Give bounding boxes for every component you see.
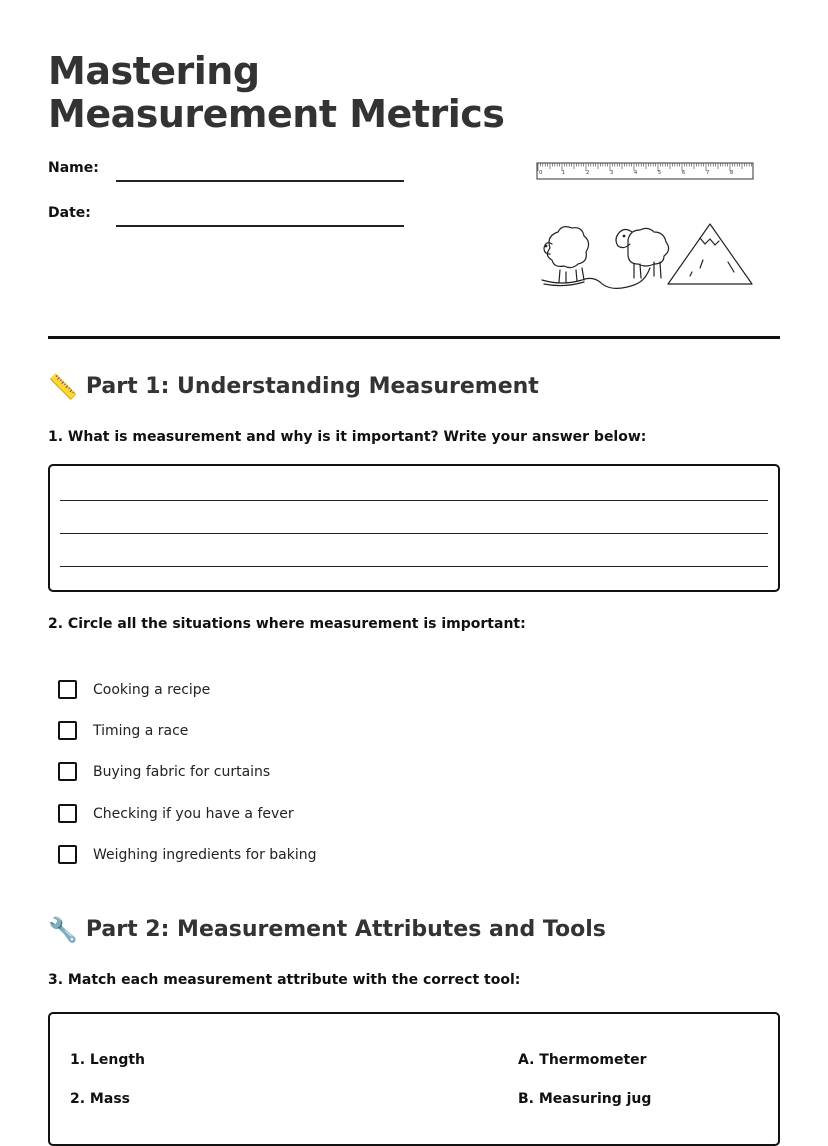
ruler-illustration	[536, 162, 756, 182]
checkbox[interactable]	[58, 804, 77, 823]
svg-text:5: 5	[658, 170, 662, 176]
option-label: Weighing ingredients for baking	[93, 846, 317, 863]
checkbox[interactable]	[58, 680, 77, 699]
title-line-2: Measurement Metrics	[48, 92, 505, 136]
date-label: Date:	[48, 205, 91, 221]
part-1-title: Part 1: Understanding Measurement	[85, 374, 539, 399]
answer-line[interactable]	[60, 533, 768, 534]
name-label: Name:	[48, 160, 99, 176]
option-weighing[interactable]	[58, 845, 317, 864]
tool-thermometer[interactable]: A. Thermometer	[518, 1052, 647, 1068]
question-3: 3. Match each measurement attribute with the correct tool:	[48, 972, 521, 988]
checkbox[interactable]	[58, 762, 77, 781]
section-divider	[48, 336, 780, 339]
question-1: 1. What is measurement and why is it important? Write your answer below:	[48, 429, 647, 445]
option-timing[interactable]	[58, 721, 188, 740]
answer-line[interactable]	[60, 566, 768, 567]
checkbox[interactable]	[58, 721, 77, 740]
part-2-title: Part 2: Measurement Attributes and Tools	[85, 917, 606, 942]
svg-text:6: 6	[682, 170, 686, 176]
answer-line[interactable]	[60, 500, 768, 501]
svg-text:7: 7	[706, 170, 710, 176]
svg-text:1: 1	[562, 170, 566, 176]
attribute-mass[interactable]: 2. Mass	[70, 1091, 130, 1107]
option-label: Buying fabric for curtains	[93, 763, 271, 780]
part-1-heading	[48, 374, 539, 399]
part-2-heading	[48, 917, 606, 942]
attribute-length[interactable]: 1. Length	[70, 1052, 145, 1068]
worksheet-title	[48, 50, 504, 136]
date-field[interactable]	[116, 225, 404, 227]
svg-text:4: 4	[634, 170, 638, 176]
ruler-icon: 📏	[48, 372, 78, 401]
answer-box[interactable]	[48, 464, 780, 592]
svg-text:8: 8	[730, 170, 734, 176]
sheep-mountain-illustration	[540, 218, 756, 290]
svg-text:3: 3	[610, 170, 614, 176]
svg-text:0: 0	[539, 170, 543, 176]
option-label: Cooking a recipe	[93, 681, 211, 698]
question-2: 2. Circle all the situations where measurement is important:	[48, 616, 526, 632]
matching-box	[48, 1012, 780, 1146]
tool-measuring-jug[interactable]: B. Measuring jug	[518, 1091, 652, 1107]
svg-text:2: 2	[586, 170, 590, 176]
option-label: Timing a race	[93, 722, 189, 739]
option-label: Checking if you have a fever	[93, 805, 294, 822]
name-field[interactable]	[116, 180, 404, 182]
option-cooking[interactable]	[58, 680, 210, 699]
option-fabric[interactable]	[58, 762, 270, 781]
option-fever[interactable]	[58, 804, 294, 823]
title-line-1: Mastering	[48, 49, 260, 93]
checkbox[interactable]	[58, 845, 77, 864]
wrench-icon: 🔧	[48, 915, 78, 944]
